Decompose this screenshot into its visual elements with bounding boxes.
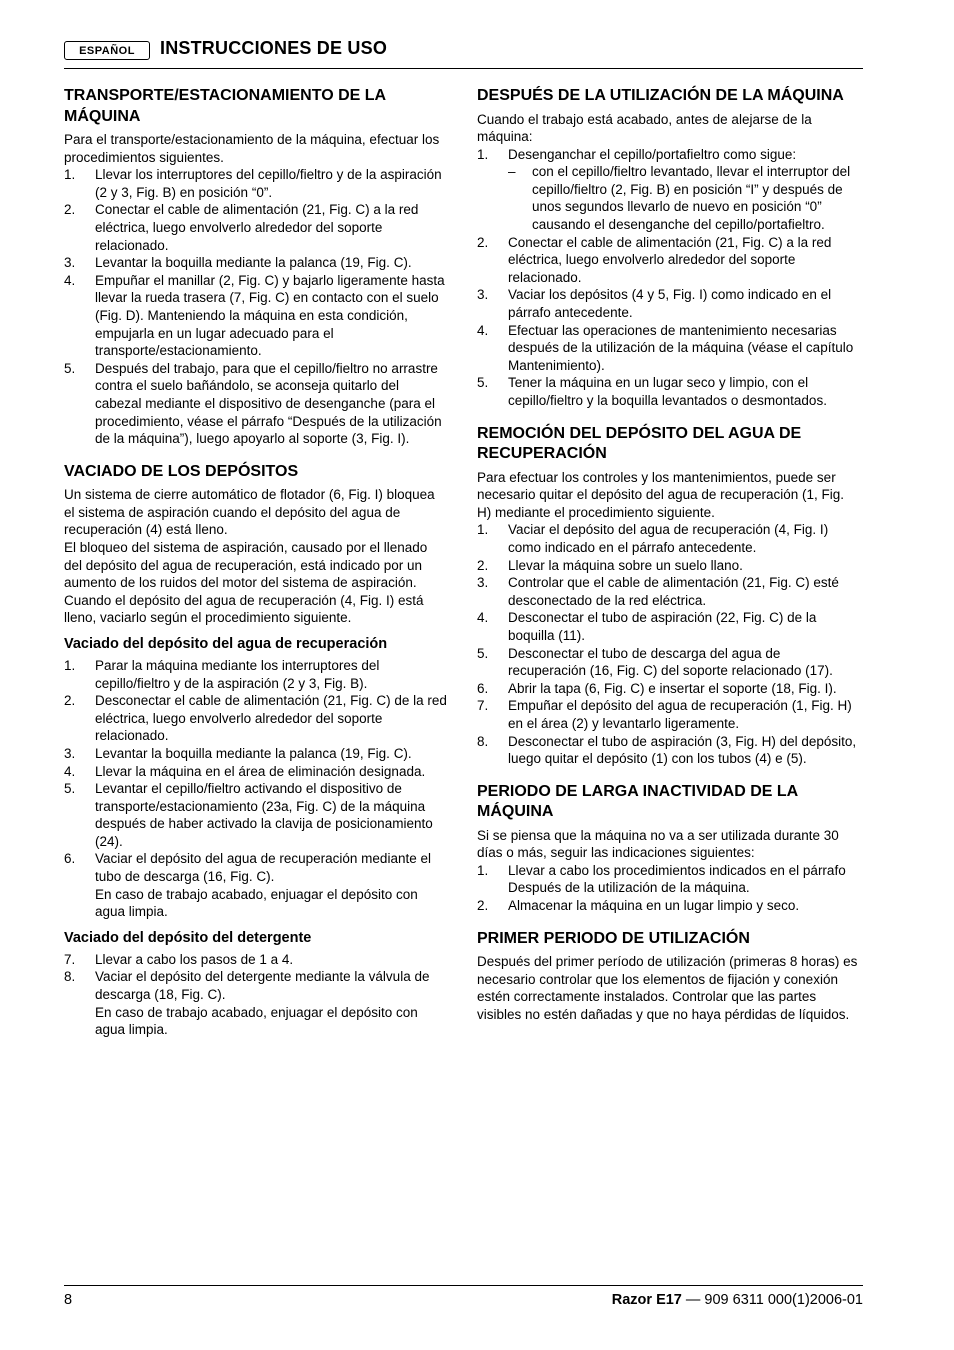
section-title: PERIODO DE LARGA INACTIVIDAD DE LA MÁQUINA: [477, 782, 798, 821]
section-title: VACIADO DE LOS DEPÓSITOS: [64, 462, 299, 480]
right-column: [477, 86, 861, 1038]
paragraph: Si se piensa que la máquina no va a ser utilizada durante 30 días o más, seguir las indicaciones siguientes:: [477, 827, 839, 861]
section-despues: [477, 86, 861, 410]
document-reference: [612, 1292, 863, 1308]
sub-item: – con el cepillo/fieltro levantado, llevar el interruptor del cepillo/fieltro (2, Fig. B) en posición “I” y después de unos segundos llevarlo de nuevo en posición “0” causando el desenganche del cepillo/portafieltro.: [508, 164, 851, 233]
section-transporte: [64, 86, 448, 448]
steps-list: [477, 862, 861, 915]
section-primer: [477, 929, 861, 1024]
list-item: 5. Levantar el cepillo/fieltro activando el dispositivo de transporte/estacionamiento (23a, Fig. C) de la máquina después de haber activado la clavija de posicionamiento (24).: [64, 781, 433, 849]
list-item: 3. Levantar la boquilla mediante la palanca (19, Fig. C).: [64, 255, 412, 271]
paragraph: Cuando el depósito del agua de recuperación (4, Fig. I) está lleno, vaciarlo según el procedimiento siguiente.: [64, 592, 424, 626]
list-item: 5. Después del trabajo, para que el cepillo/fieltro no arrastre contra el suelo bañándolo, se aconseja quitarlo del cabezal mediante el dispositivo de desenganche (para el procedimiento, véase el párrafo “Después de la utilización de la máquina”), luego apoyarlo al soporte (3, Fig. I).: [64, 360, 442, 447]
subsection-title: Vaciado del depósito del agua de recuperación: [64, 635, 388, 652]
section-remocion: [477, 424, 861, 768]
list-item: 6. Abrir la tapa (6, Fig. C) e insertar el soporte (18, Fig. I).: [477, 680, 837, 696]
list-item: 2. Conectar el cable de alimentación (21, Fig. C) a la red eléctrica, luego envolverlo alrededor del soporte relacionado.: [64, 202, 419, 253]
list-item: 4. Empuñar el manillar (2, Fig. C) y bajarlo ligeramente hasta llevar la rueda trasera (7, Fig. C) en contacto con el suelo (Fig. D). Manteniendo la máquina en esta condición, empujarla en un lugar adecuado para el transporte/estacionamiento.: [64, 272, 445, 359]
paragraph: Para efectuar los controles y los mantenimientos, puede ser necesario quitar el depósito del agua de recuperación (1, Fig. H) mediante el procedimiento siguiente.: [477, 469, 844, 520]
list-item: 1. Llevar a cabo los procedimientos indicados en el párrafo Después de la utilización de la máquina.: [477, 862, 846, 896]
page-header: [64, 40, 863, 69]
list-item: 7. Llevar a cabo los pasos de 1 a 4.: [64, 951, 294, 967]
steps-list: [477, 521, 861, 767]
section-periodo: [477, 782, 861, 915]
list-item: 2. Almacenar la máquina en un lugar limpio y seco.: [477, 898, 800, 914]
paragraph: Después del primer período de utilización (primeras 8 horas) es necesario controlar que los elementos de fijación y conexión estén correctamente instalados. Controlar que las partes visibles no estén dañadas y que no haya pérdidas de líquidos.: [477, 954, 858, 1022]
list-item: 5. Desconectar el tubo de descarga del agua de recuperación (16, Fig. C) del soporte relacionado (17).: [477, 645, 833, 679]
section-vaciado: [64, 462, 448, 1039]
model-name: Razor E17: [611, 1292, 682, 1308]
page-number: 8: [64, 1292, 73, 1308]
list-item: 2. Desconectar el cable de alimentación (21, Fig. C) de la red eléctrica, luego envolverlo alrededor del soporte relacionado.: [64, 693, 447, 744]
list-item: 8. Vaciar el depósito del detergente mediante la válvula de descarga (18, Fig. C). En caso de trabajo acabado, enjuagar el depósito con agua limpia.: [64, 969, 430, 1038]
left-column: [64, 86, 448, 1053]
list-item: 1. Desenganchar el cepillo/portafieltro como sigue: – con el cepillo/fieltro levantado, llevar el interruptor del cepillo/fieltro (2, Fig. B) en posición “I” y después de unos segundos llevarlo de nuevo en posición “0” causando el desenganche del cepillo/portafieltro.: [477, 146, 861, 234]
list-item: 7. Empuñar el depósito del agua de recuperación (1, Fig. H) en el área (2) y levantarlo ligeramente.: [477, 698, 852, 731]
section-title: DESPUÉS DE LA UTILIZACIÓN DE LA MÁQUINA: [477, 87, 844, 104]
list-item: 2. Llevar la máquina sobre un suelo llano.: [477, 557, 743, 573]
list-item: 4. Llevar la máquina en el área de eliminación designada.: [64, 763, 426, 779]
list-item: 1. Llevar los interruptores del cepillo/fieltro y de la aspiración (2 y 3, Fig. B) en posición “0”.: [64, 167, 442, 200]
list-item: 1. Vaciar el depósito del agua de recuperación (4, Fig. I) como indicado en el párrafo antecedente.: [477, 522, 829, 555]
list-item: 3. Levantar la boquilla mediante la palanca (19, Fig. C).: [64, 745, 412, 761]
list-item: 8. Desconectar el tubo de aspiración (3, Fig. H) del depósito, luego quitar el depósito (1) con los tubos (4) e (5).: [477, 733, 857, 767]
document-code: — 909 6311 000(1)2006-01: [681, 1292, 863, 1308]
list-item: 4. Desconectar el tubo de aspiración (22, Fig. C) de la boquilla (11).: [477, 610, 817, 643]
section-title: PRIMER PERIODO DE UTILIZACIÓN: [477, 929, 750, 947]
paragraph: Cuando el trabajo está acabado, antes de alejarse de la máquina:: [477, 111, 812, 145]
list-item: 5. Tener la máquina en un lugar seco y limpio, con el cepillo/fieltro y la boquilla levantados o desmontados.: [477, 375, 827, 408]
steps-list: [64, 657, 448, 921]
list-item: 3. Controlar que el cable de alimentación (21, Fig. C) esté desconectado de la red eléctrica.: [477, 575, 839, 608]
paragraph: Para el transporte/estacionamiento de la máquina, efectuar los procedimientos siguientes.: [64, 132, 440, 165]
steps-list: [477, 146, 861, 410]
list-item: 4. Efectuar las operaciones de mantenimiento necesarias después de la utilización de la máquina (véase el capítulo Mantenimiento).: [477, 322, 854, 373]
section-title: TRANSPORTE/ESTACIONAMIENTO DE LA MÁQUINA: [64, 87, 386, 125]
paragraph: Un sistema de cierre automático de flotador (6, Fig. I) bloquea el sistema de aspiración cuando el depósito del agua de recuperación (4) está lleno.: [64, 487, 435, 538]
list-item: 1. Parar la máquina mediante los interruptores del cepillo/fieltro y de la aspiración (2 y 3, Fig. B).: [64, 657, 380, 691]
steps-list: [64, 951, 448, 1039]
list-item: 6. Vaciar el depósito del agua de recuperación mediante el tubo de descarga (16, Fig. C). En caso de trabajo acabado, enjuagar el depósito con agua limpia.: [64, 851, 431, 920]
list-item: 2. Conectar el cable de alimentación (21, Fig. C) a la red eléctrica, luego envolverlo alrededor del soporte relacionado.: [477, 234, 832, 285]
list-item: 3. Vaciar los depósitos (4 y 5, Fig. I) como indicado en el párrafo antecedente.: [477, 287, 832, 321]
subsection-title: Vaciado del depósito del detergente: [64, 929, 312, 946]
steps-list: [64, 166, 448, 448]
page-title: INSTRUCCIONES DE USO: [160, 38, 388, 58]
page-footer: [64, 1285, 863, 1308]
language-badge: ESPAÑOL: [64, 41, 150, 60]
paragraph: El bloqueo del sistema de aspiración, causado por el llenado del depósito del agua de recuperación, está indicado por un aumento de los ruidos del motor del sistema de aspiración.: [64, 539, 428, 591]
section-title: REMOCIÓN DEL DEPÓSITO DEL AGUA DE RECUPERACIÓN: [477, 424, 802, 463]
